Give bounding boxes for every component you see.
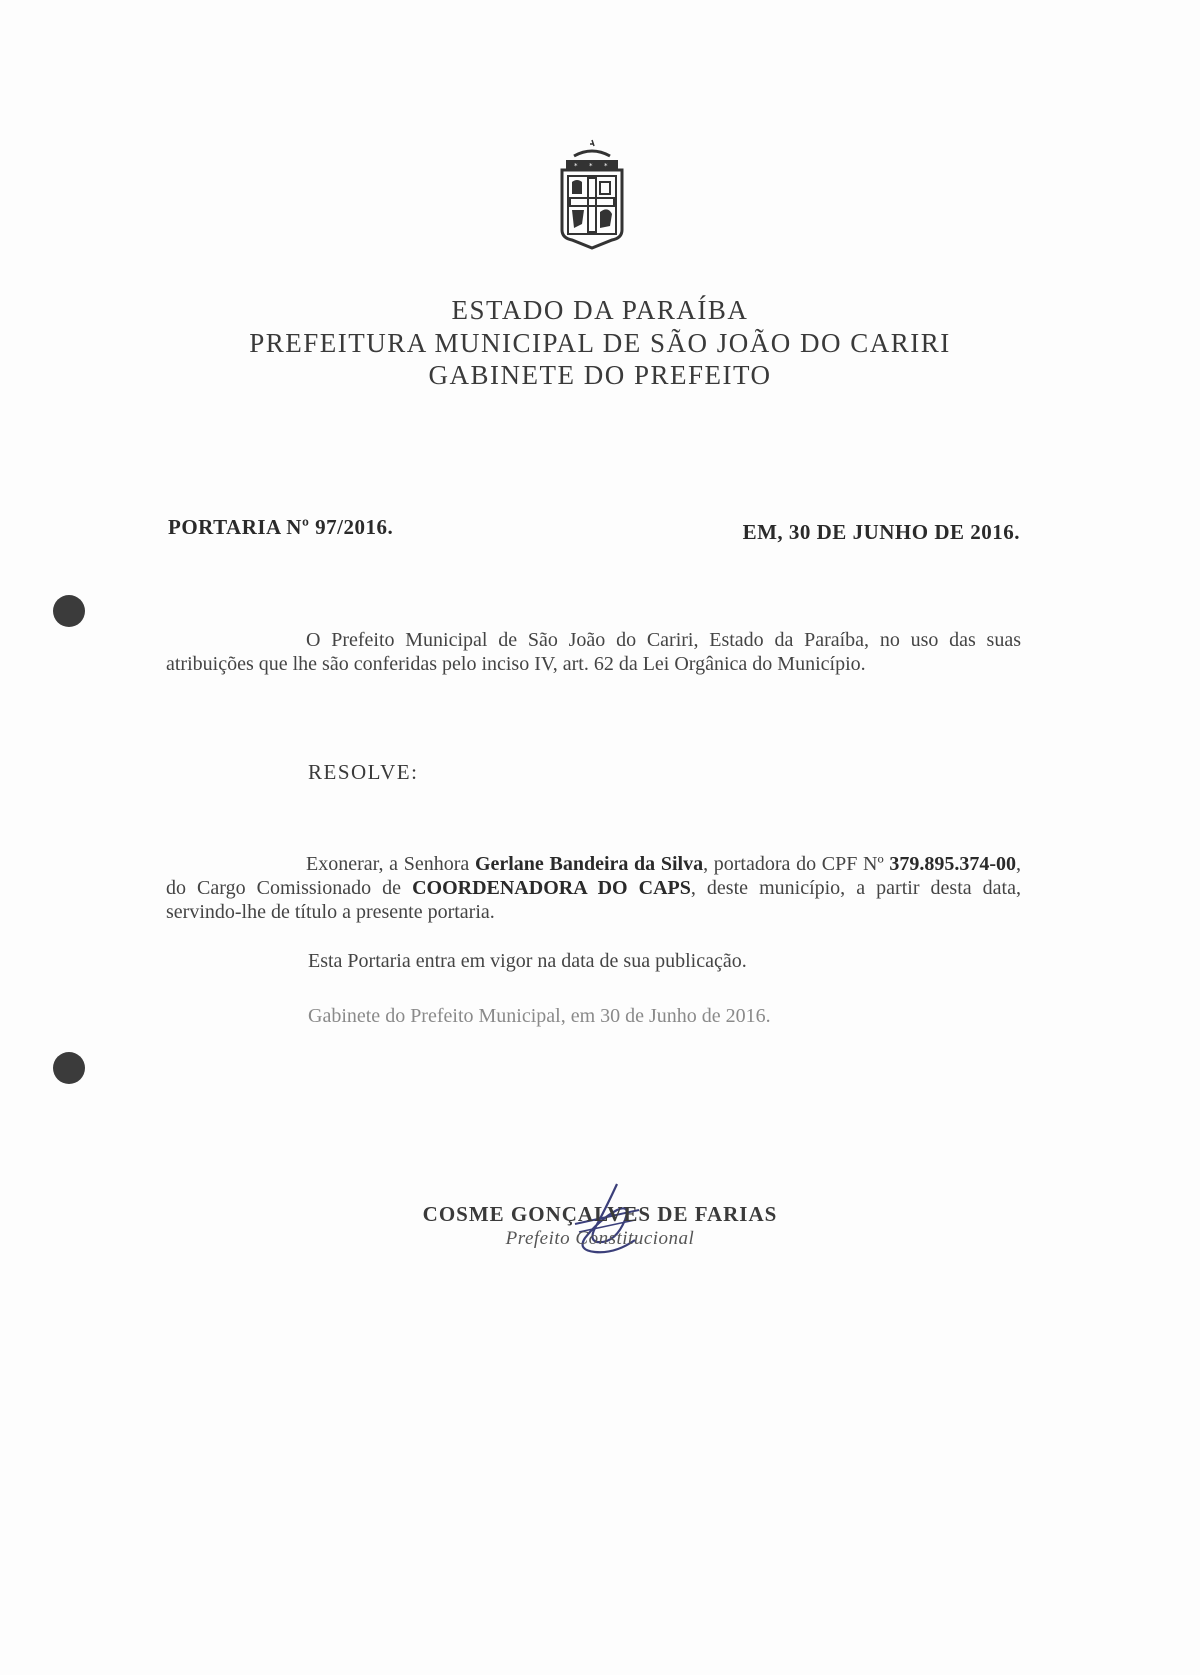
signer-title: Prefeito Constitucional: [505, 1228, 695, 1249]
punch-hole: [53, 1052, 85, 1084]
portaria-date: EM, 30 DE JUNHO DE 2016.: [742, 520, 1020, 544]
portaria-number: PORTARIA Nº 97/2016.: [168, 515, 394, 539]
cpf-number: 379.895.374-00: [889, 853, 1017, 875]
signer-name: COSME GONÇALVES DE FARIAS: [422, 1202, 778, 1226]
decision-mid1: , portadora do CPF Nº: [703, 853, 890, 875]
decision-paragraph: [166, 852, 1021, 924]
header-municipality: PREFEITURA MUNICIPAL DE SÃO JOÃO DO CARIRI: [249, 328, 951, 358]
punch-hole: [53, 595, 85, 627]
person-name: Gerlane Bandeira da Silva: [474, 853, 704, 875]
closing-paragraph: Gabinete do Prefeito Municipal, em 30 de Junho de 2016.: [308, 1005, 771, 1027]
effect-paragraph: Esta Portaria entra em vigor na data de sua publicação.: [308, 950, 747, 972]
preamble-text: O Prefeito Municipal de São João do Cariri, Estado da Paraíba, no uso das suas atribuições que lhe são conferidas pelo inciso IV, art. 62 da Lei Orgânica do Município.: [166, 629, 1021, 675]
header-office: GABINETE DO PREFEITO: [428, 360, 772, 390]
decision-mid2: , do Cargo Comissionado de: [166, 853, 1022, 899]
svg-text:*: *: [589, 162, 593, 170]
decision-suffix: , deste município, a partir desta data, servindo-lhe de título a presente portaria.: [166, 877, 1021, 923]
coat-of-arms-icon: [552, 138, 632, 250]
resolve-heading: RESOLVE:: [308, 760, 419, 784]
header-state: ESTADO DA PARAÍBA: [451, 295, 749, 325]
decision-prefix: Exonerar, a Senhora: [306, 853, 475, 875]
svg-text:*: *: [604, 162, 608, 170]
svg-text:*: *: [574, 162, 578, 170]
position-title: COORDENADORA DO CAPS: [412, 877, 691, 899]
preamble-paragraph: [166, 628, 1021, 676]
